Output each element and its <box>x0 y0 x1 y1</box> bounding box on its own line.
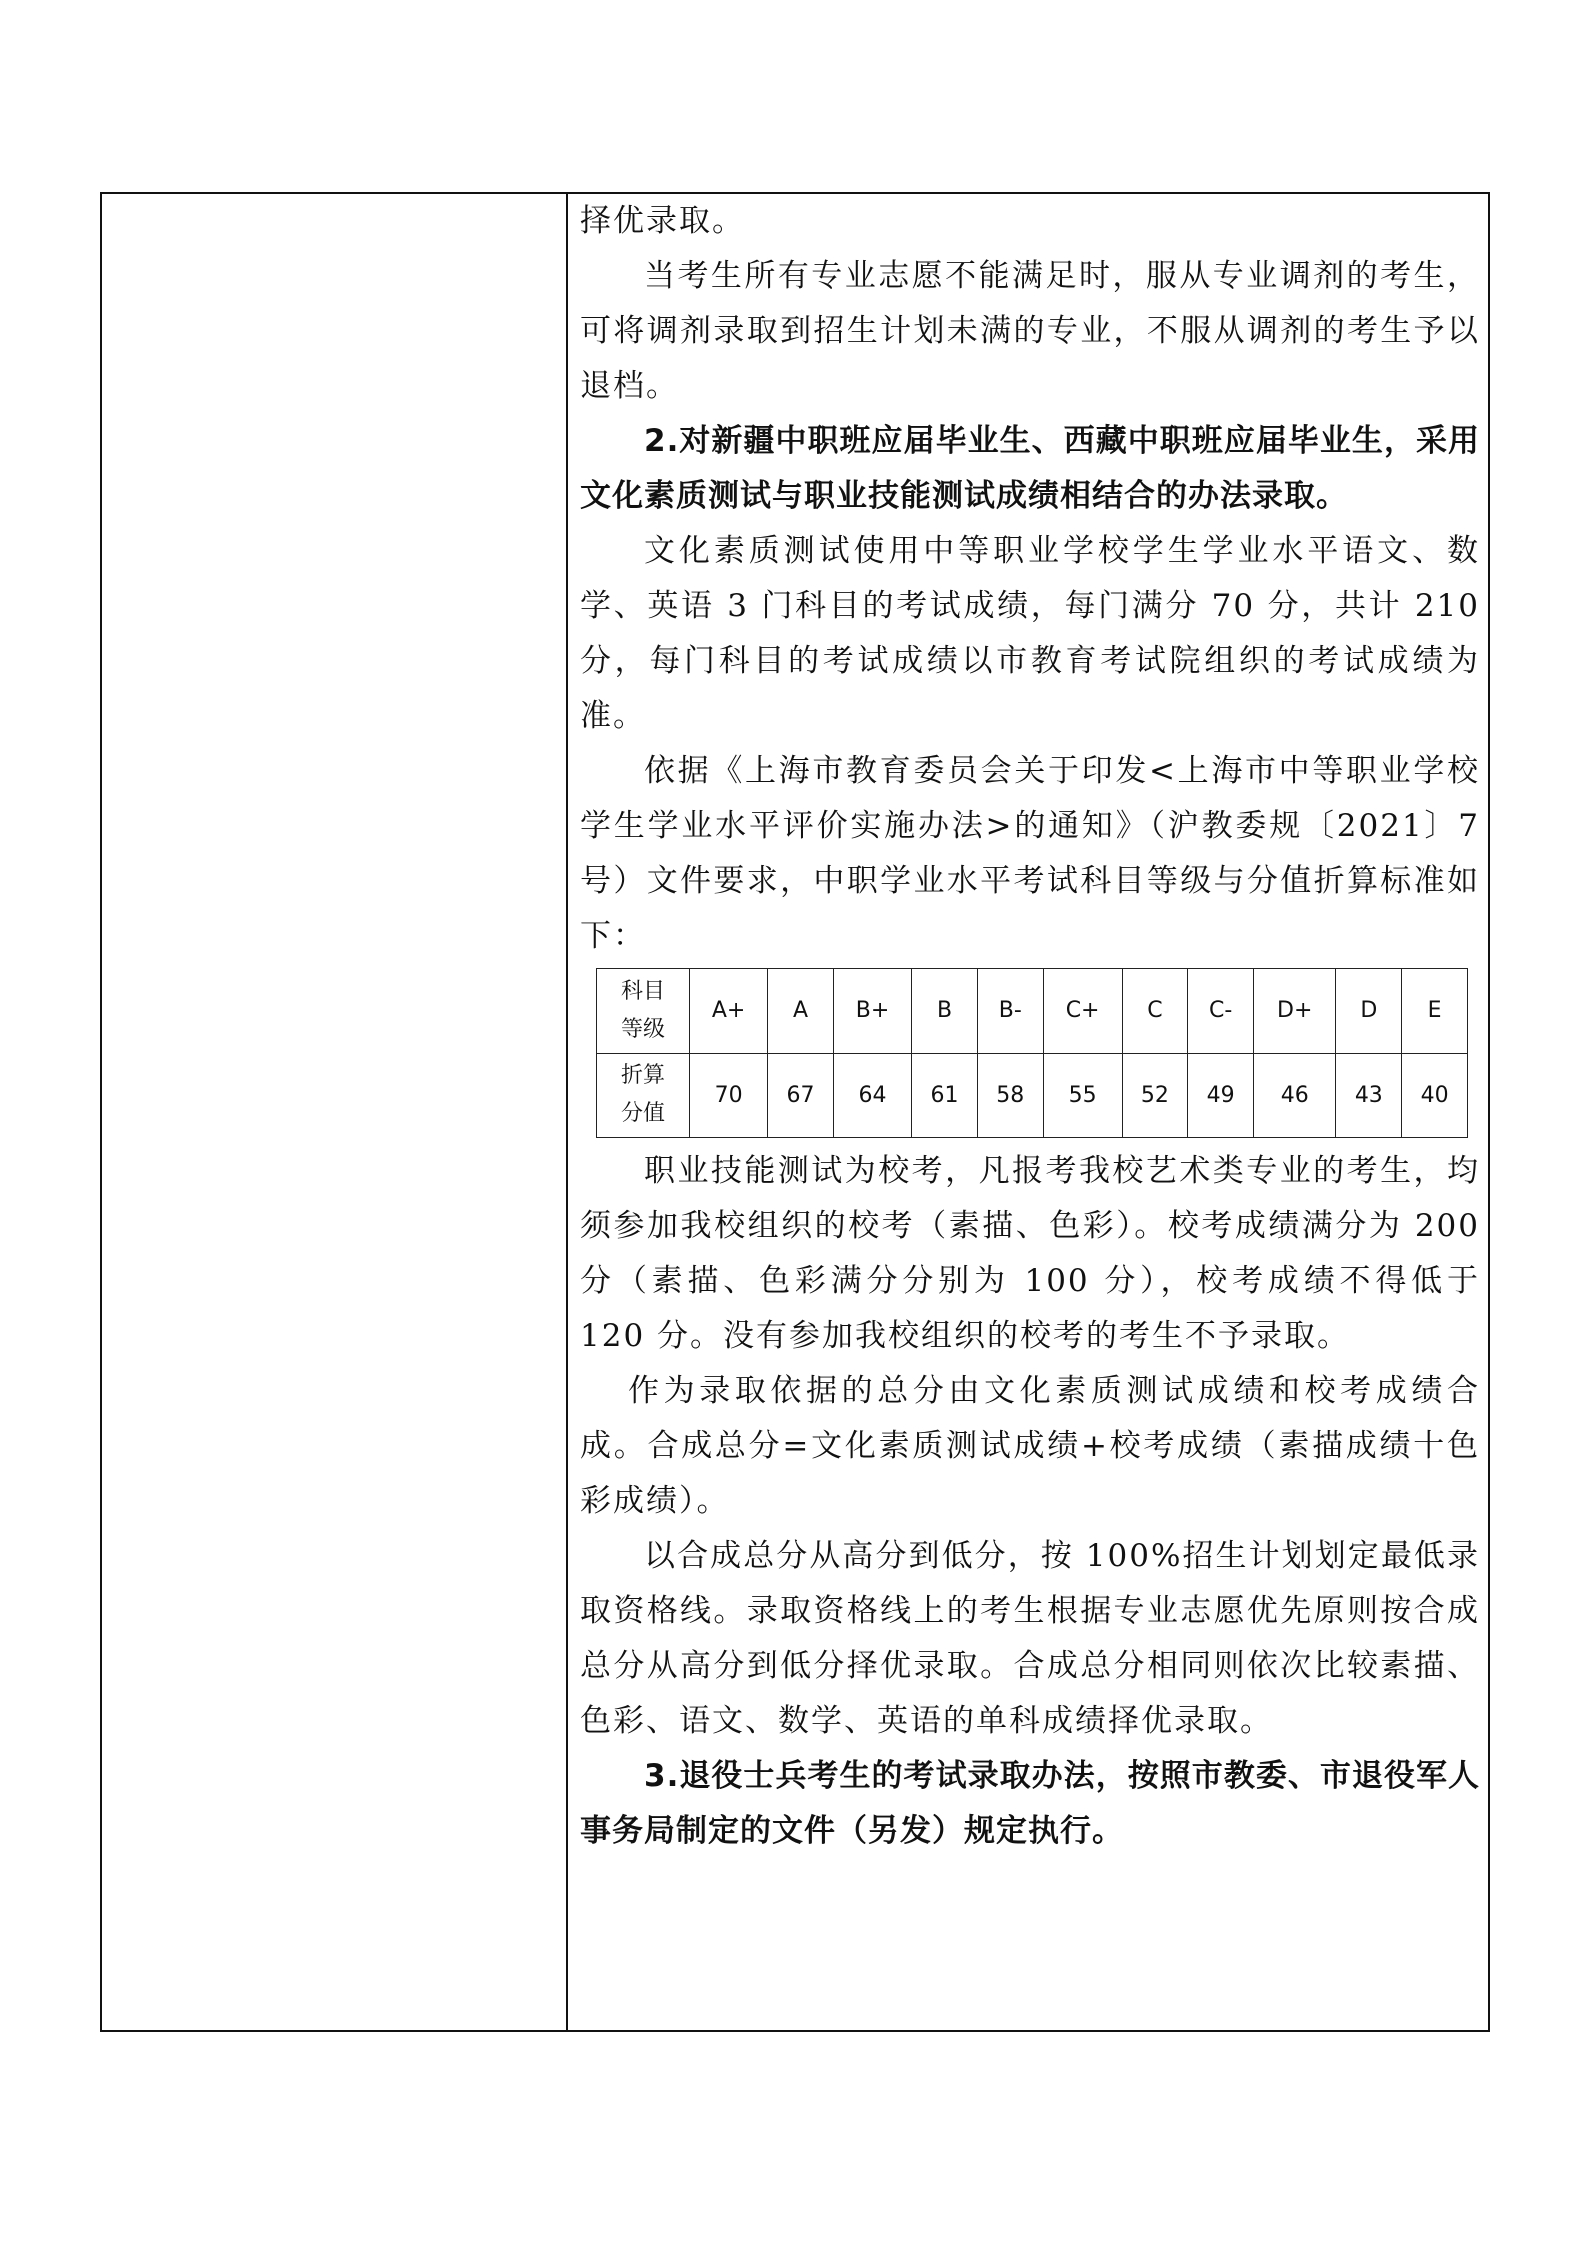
paragraph-conversion-basis: 依据《上海市教育委员会关于印发<上海市中等职业学校学生学业水平评价实施办法>的通知》（沪教委规〔2021〕7 号）文件要求，中职学业水平考试科目等级与分值折算标准如下： <box>580 753 1480 954</box>
document-table-frame <box>100 192 1490 2032</box>
grade-cell: C- <box>1188 969 1254 1054</box>
grade-cell: B- <box>977 969 1043 1054</box>
left-empty-column <box>102 194 568 2030</box>
grade-header-line1: 科目 <box>620 978 665 1004</box>
score-cell: 52 <box>1122 1053 1188 1138</box>
score-cell: 40 <box>1402 1053 1468 1138</box>
score-cell: 58 <box>977 1053 1043 1138</box>
grade-cell: C <box>1122 969 1188 1054</box>
paragraph-total-score: 作为录取依据的总分由文化素质测试成绩和校考成绩合成。合成总分=文化素质测试成绩+校考成绩（素描成绩十色彩成绩）。 <box>580 1373 1480 1519</box>
score-cell: 46 <box>1254 1053 1336 1138</box>
score-cell: 67 <box>768 1053 834 1138</box>
score-cell: 55 <box>1043 1053 1122 1138</box>
grade-cell: D <box>1336 969 1402 1054</box>
score-row-header <box>597 1053 690 1138</box>
table-row-grades <box>597 969 1468 1054</box>
table-row-scores <box>597 1053 1468 1138</box>
grade-cell: E <box>1402 969 1468 1054</box>
grade-cell: D+ <box>1254 969 1336 1054</box>
content-column <box>580 194 1480 1859</box>
score-header-line1: 折算 <box>620 1063 665 1089</box>
score-cell: 64 <box>833 1053 911 1138</box>
paragraph-admission-line: 以合成总分从高分到低分，按 100%招生计划划定最低录取资格线。录取资格线上的考生根据专业志愿优先原则按合成总分从高分到低分择优录取。合成总分相同则依次比较素描、色彩、语文、数学、英语的单科成绩择优录取。 <box>580 1538 1480 1739</box>
grade-cell: B <box>912 969 978 1054</box>
paragraph-cultural-test: 文化素质测试使用中等职业学校学生学业水平语文、数学、英语 3 门科目的考试成绩，每门满分 70 分，共计 210 分，每门科目的考试成绩以市教育考试院组织的考试成绩为准。 <box>580 533 1480 734</box>
grade-conversion-table <box>596 968 1468 1138</box>
score-cell: 49 <box>1188 1053 1254 1138</box>
score-cell: 61 <box>912 1053 978 1138</box>
grade-cell: A+ <box>690 969 768 1054</box>
heading-veteran-admission: 3.退役士兵考生的考试录取办法，按照市教委、市退役军人事务局制定的文件（另发）规定执行。 <box>580 1758 1480 1849</box>
score-cell: 70 <box>690 1053 768 1138</box>
score-cell: 43 <box>1336 1053 1402 1138</box>
paragraph-transfer-rule: 当考生所有专业志愿不能满足时，服从专业调剂的考生，可将调剂录取到招生计划未满的专业，不服从调剂的考生予以退档。 <box>580 258 1480 404</box>
grade-cell: C+ <box>1043 969 1122 1054</box>
grade-header-line2: 等级 <box>620 1016 665 1042</box>
grade-cell: A <box>768 969 834 1054</box>
score-header-line2: 分值 <box>620 1101 665 1127</box>
grade-row-header <box>597 969 690 1054</box>
grade-cell: B+ <box>833 969 911 1054</box>
heading-xinjiang-tibet-admission: 2.对新疆中职班应届毕业生、西藏中职班应届毕业生，采用文化素质测试与职业技能测试成绩相结合的办法录取。 <box>580 423 1480 514</box>
paragraph-skill-test: 职业技能测试为校考，凡报考我校艺术类专业的考生，均须参加我校组织的校考（素描、色彩）。校考成绩满分为 200 分（素描、色彩满分分别为 100 分），校考成绩不得低于 120 分。没有参加我校组织的校考的考生不予录取。 <box>580 1153 1480 1354</box>
paragraph-continuation: 择优录取。 <box>580 203 745 239</box>
